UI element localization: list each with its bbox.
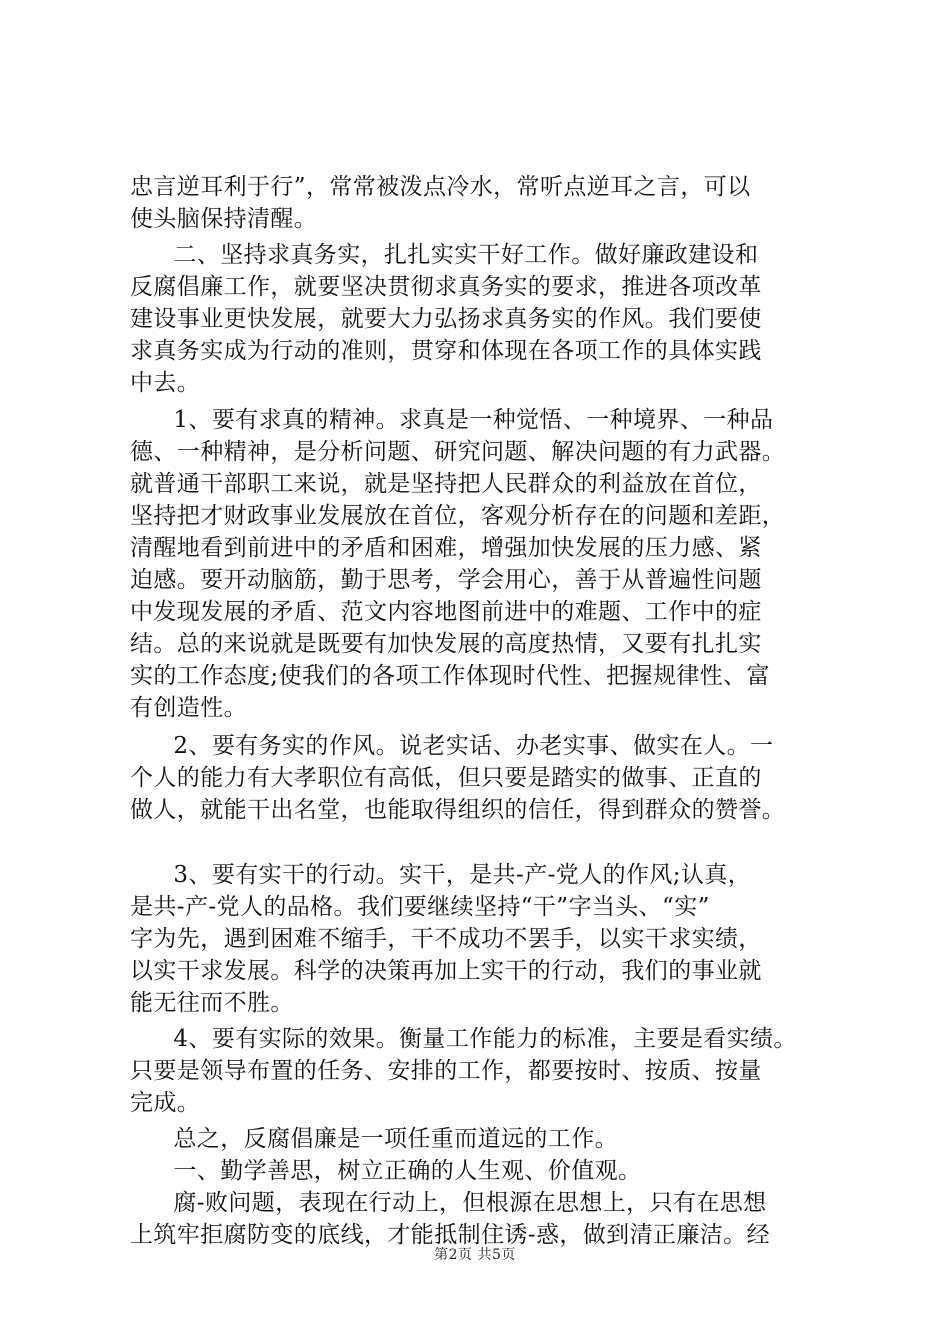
text-line: 个人的能力有大孝职位有高低，但只要是踏实的做事、正直的 [130,765,762,791]
text-line: 坚持把才财政事业发展放在首位，客观分析存在的问题和差距， [130,503,786,529]
text-line: 一、勤学善思，树立正确的人生观、价值观。 [150,1158,642,1184]
text-line: 迫感。要开动脑筋，勤于思考，学会用心，善于从普遍性问题 [130,567,762,593]
text-line: 能无往而不胜。 [130,990,294,1016]
text-line: 只要是领导布置的任务、安排的工作，都要按时、按质、按量 [130,1058,762,1084]
text-line: 4、要有实际的效果。衡量工作能力的标准，主要是看实绩。 [150,1026,797,1052]
text-line: 清醒地看到前进中的矛盾和困难，增强加快发展的压力感、紧 [130,535,762,561]
text-line: 求真务实成为行动的准则，贯穿和体现在各项工作的具体实践 [130,338,762,364]
text-line: 中去。 [130,370,201,396]
text-line: 中发现发展的矛盾、范文内容地图前进中的难题、工作中的症 [130,599,762,625]
text-line: 上筑牢拒腐防变的底线，才能抵制住诱-惑，做到清正廉洁。经 [130,1222,770,1248]
text-line: 使头脑保持清醒。 [130,206,318,232]
text-line: 实的工作态度;使我们的各项工作体现时代性、把握规律性、富 [130,663,770,689]
text-line: 忠言逆耳利于行”，常常被泼点冷水，常听点逆耳之言，可以 [130,174,751,200]
text-line: 结。总的来说就是既要有加快发展的高度热情，又要有扎扎实 [130,631,762,657]
text-line: 2、要有务实的作风。说老实话、办老实事、做实在人。一 [150,733,774,759]
text-line: 是共-产-党人的品格。我们要继续坚持“干”字当头、“实” [130,894,710,920]
text-line: 总之，反腐倡廉是一项任重而道远的工作。 [150,1126,618,1152]
text-line: 以实干求发展。科学的决策再加上实干的行动，我们的事业就 [130,958,762,984]
text-line: 腐-败问题，表现在行动上，但根源在思想上，只有在思想 [150,1190,767,1216]
text-line: 完成。 [130,1090,201,1116]
page-number-footer: 第2页 共5页 [434,1247,516,1263]
text-line: 有创造性。 [130,695,247,721]
text-line: 建设事业更快发展，就要大力弘扬求真务实的作风。我们要使 [130,306,762,332]
text-line: 做人，就能干出名堂，也能取得组织的信任，得到群众的赞誉。 [130,797,786,823]
text-line: 1、要有求真的精神。求真是一种觉悟、一种境界、一种品 [150,407,774,433]
text-line: 字为先，遇到困难不缩手，干不成功不罢手，以实干求实绩， [130,926,762,952]
text-line: 二、坚持求真务实，扎扎实实干好工作。做好廉政建设和 [150,242,759,268]
text-line: 德、一种精神，是分析问题、研究问题、解决问题的有力武器。 [130,439,786,465]
text-line: 就普通干部职工来说，就是坚持把人民群众的利益放在首位， [130,471,762,497]
text-line: 3、要有实干的行动。实干，是共-产-党人的作风;认真， [150,862,752,888]
text-line: 反腐倡廉工作，就要坚决贯彻求真务实的要求，推进各项改革 [130,274,762,300]
